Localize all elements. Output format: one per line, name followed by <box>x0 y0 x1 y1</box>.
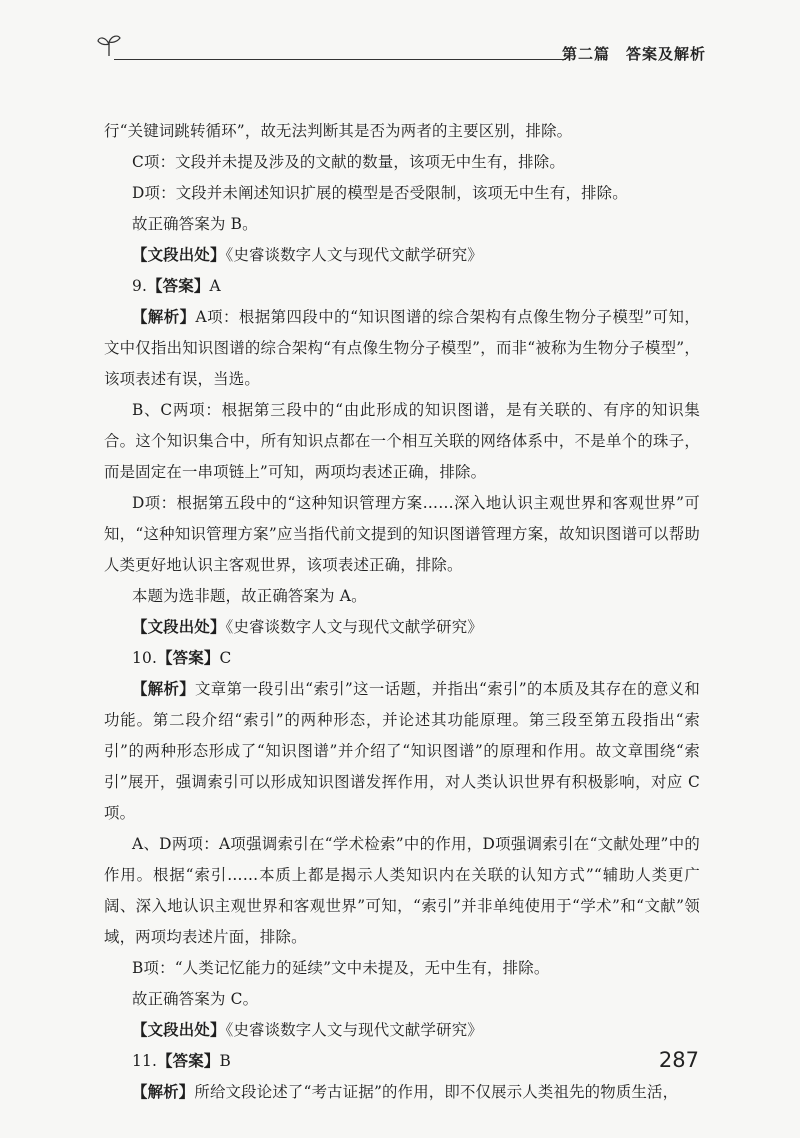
analysis-label: 【解析】 <box>132 680 195 698</box>
page-body <box>104 116 700 1108</box>
analysis-9 <box>104 302 700 395</box>
sprout-icon <box>96 32 122 58</box>
analysis-text: 所给文段论述了“考古证据”的作用，即不仅展示人类祖先的物质生活， <box>194 1083 679 1101</box>
source-label: 【文段出处】 <box>132 246 226 264</box>
answer-heading-10 <box>104 643 700 674</box>
source-9 <box>104 612 700 643</box>
paragraph-continued: 行“关键词跳转循环”，故无法判断其是否为两者的主要区别，排除。 <box>104 122 573 140</box>
question-number: 10. <box>132 649 158 667</box>
source-8 <box>104 240 700 271</box>
paragraph-option-d: D项：文段并未阐述知识扩展的模型是否受限制，该项无中生有，排除。 <box>132 184 628 202</box>
source-label: 【文段出处】 <box>132 618 226 636</box>
answer-label: 【答案】 <box>147 277 210 295</box>
source-text: 《史睿谈数字人文与现代文献学研究》 <box>225 618 483 636</box>
analysis-11 <box>104 1077 700 1108</box>
analysis-text: 文章第一段引出“索引”这一话题，并指出“索引”的本质及其存在的意义和功能。第二段介绍“索引”的两种形态，并论述其功能原理。第三段至第五段指出“索引”的两种形态形成了“知识图谱”并介绍了“知识图谱”的原理和作用。故文章围绕“索引”展开，强调索引可以形成知识图谱发挥作用，对人类认识世界有积极影响，对应 C项。 <box>104 680 700 822</box>
source-10 <box>104 1015 700 1046</box>
source-text: 《史睿谈数字人文与现代文献学研究》 <box>225 246 483 264</box>
analysis-label: 【解析】 <box>132 308 196 326</box>
answer-value: B <box>219 1052 231 1070</box>
paragraph-option-c: C项：文段并未提及涉及的文献的数量，该项无中生有，排除。 <box>132 153 565 171</box>
answer-label: 【答案】 <box>157 1052 220 1070</box>
answer-label: 【答案】 <box>157 649 220 667</box>
answer-value: C <box>219 649 232 667</box>
analysis-label: 【解析】 <box>132 1083 195 1101</box>
answer-heading-11 <box>104 1046 700 1077</box>
analysis-10 <box>104 674 700 829</box>
paragraph-answer-9: 本题为选非题，故正确答案为 A。 <box>132 587 367 605</box>
paragraph-answer-8: 故正确答案为 B。 <box>132 215 258 233</box>
header-title: 第二篇 答案及解析 <box>561 45 706 63</box>
answer-heading-9 <box>104 271 700 302</box>
running-header <box>96 28 706 68</box>
paragraph-option-b: B项：“人类记忆能力的延续”文中未提及，无中生有，排除。 <box>132 959 550 977</box>
source-label: 【文段出处】 <box>132 1021 226 1039</box>
page-number: 287 <box>658 1048 699 1072</box>
paragraph-options-bc: B、C两项：根据第三段中的“由此形成的知识图谱，是有关联的、有序的知识集合。这个知识集合中，所有知识点都在一个相互关联的网络体系中，不是单个的珠子，而是固定在一串项链上”可知，两项均表述正确，排除。 <box>104 401 700 481</box>
question-number: 9. <box>132 277 148 295</box>
source-text: 《史睿谈数字人文与现代文献学研究》 <box>225 1021 483 1039</box>
header-rule <box>114 59 566 60</box>
question-number: 11. <box>132 1052 158 1070</box>
paragraph-options-ad: A、D两项：A项强调索引在“学术检索”中的作用，D项强调索引在“文献处理”中的作用。根据“索引……本质上都是揭示人类知识内在关联的认知方式”“辅助人类更广阔、深入地认识主观世界和客观世界”可知，“索引”并非单纯使用于“学术”和“文献”领域，两项均表述片面，排除。 <box>104 835 700 946</box>
answer-value: A <box>209 277 221 295</box>
paragraph-answer-10: 故正确答案为 C。 <box>132 990 259 1008</box>
analysis-text: A项：根据第四段中的“知识图谱的综合架构有点像生物分子模型”可知，文中仅指出知识图谱的综合架构“有点像生物分子模型”，而非“被称为生物分子模型”，该项表述有误，当选。 <box>104 308 700 388</box>
paragraph-option-d-9: D项：根据第五段中的“这种知识管理方案……深入地认识主观世界和客观世界”可知，“这种知识管理方案”应当指代前文提到的知识图谱管理方案，故知识图谱可以帮助人类更好地认识主客观世界，该项表述正确，排除。 <box>104 494 700 574</box>
